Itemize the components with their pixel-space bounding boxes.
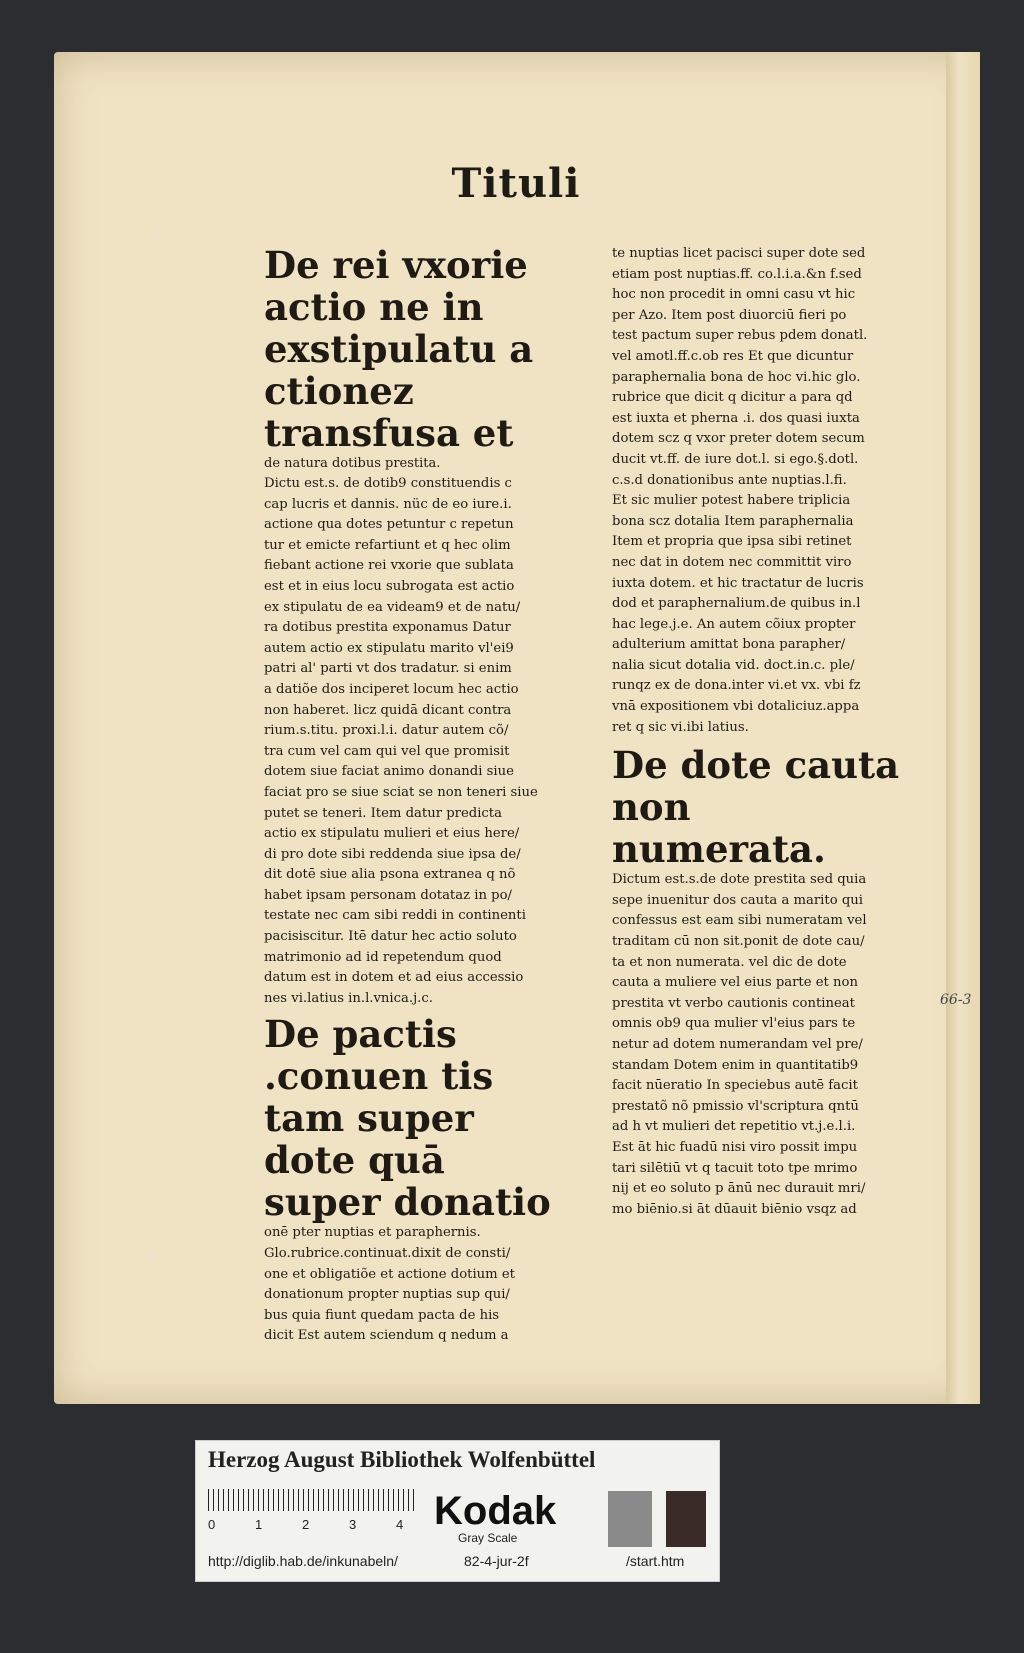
text-line: tari silētiū vt q tacuit toto tpe mrimo [612,1160,858,1176]
text-line: standam Dotem enim in quantitatib9 [612,1057,859,1073]
text-line: omnis ob9 qua mulier vl'eius pars te [612,1016,856,1032]
text-line: cauta a muliere vel eius parte et non [612,975,858,991]
text-line: dicit Est autem sciendum q nedum a [264,1328,509,1344]
text-line: onē pter nuptias et paraphernis. [264,1225,481,1241]
kodak-logo: Kodak [434,1489,557,1533]
text-line: dit dotē siue alia psona extranea q nõ [264,867,516,883]
text-line: tur et emicte refartiunt et q hec olim [264,537,511,553]
right-column [612,244,917,1220]
ruler-number: 1 [255,1517,263,1532]
text-line: vnā expositionem vbi dotaliciuz.appa [612,699,860,715]
text-line: paraphernalia bona de hoc vi.hic glo. [612,369,861,385]
text-line: nalia sicut dotalia vid. doct.in.c. ple/ [612,657,855,673]
gray-scale-label: Gray Scale [458,1531,518,1545]
section-heading: De rei vxorie actio ne in exstipulatu a ctionez transfusa et [264,243,534,455]
text-line: Glo.rubrice.continuat.dixit de consti/ [264,1246,511,1262]
text-line: ex stipulatu de ea videam9 et de natu/ [264,599,521,615]
text-line: ta et non numerata. vel dic de dote [612,954,847,970]
ruler-number: 4 [396,1517,404,1532]
text-line: per Azo. Item post diuorciū fieri po [612,307,847,323]
text-line: etiam post nuptias.ff. co.l.i.a.&n f.sed [612,266,862,282]
section-subheading: de natura dotibus prestita. [264,456,441,471]
text-line: cap lucris et dannis. nüc de eo iure.i. [264,496,512,512]
text-line: di pro dote sibi reddenda siue ipsa de/ [264,846,521,862]
text-line: dod et paraphernalium.de quibus in.l [612,596,861,612]
text-line: adulterium amittat bona parapher/ [612,637,846,653]
text-line: non haberet. licz quidā dicant contra [264,702,512,718]
text-line: donationum propter nuptias sup qui/ [264,1287,510,1303]
text-line: Et sic mulier potest habere triplicia [612,493,851,509]
text-line: sepe inuenitur dos cauta a marito qui [612,892,863,908]
text-line: rubrice que dicit q dicitur a para qd [612,390,853,406]
text-line: hoc non procedit in omni casu vt hic [612,287,856,303]
text-line: c.s.d donationibus ante nuptias.l.fi. [612,472,847,488]
url-suffix: /start.htm [626,1553,685,1569]
text-line: testate nec cam sibi reddi in continenti [264,908,526,924]
text-line: fiebant actione rei vxorie que sublata [264,558,514,574]
text-line: ad h vt mulieri det repetitio vt.j.e.l.i. [612,1119,856,1135]
gray-patch [608,1491,652,1547]
shelfmark-text: 82-4-jur-2f [464,1553,529,1569]
text-line: rium.s.titu. proxi.l.i. datur autem cõ/ [264,723,509,739]
text-line: matrimonio ad id repetendum quod [264,949,502,965]
text-line: iuxta dotem. et hic tractatur de lucris [612,575,864,591]
text-line: actio ex stipulatu mulieri et eius here/ [264,826,520,842]
text-line: est et in eius locu subrogata est actio [264,578,515,594]
text-line: actione qua dotes petuntur c repetun [264,517,514,533]
text-line: nes vi.latius in.l.vnica.j.c. [264,990,433,1006]
page-header: Tituli [451,160,581,207]
text-line: dotem siue faciat animo donandi siue [264,764,514,780]
text-line: habet ipsam personam dotataz in po/ [264,887,512,903]
text-line: vel amotl.ff.c.ob res Et que dicuntur [612,348,854,364]
text-line: Dictu est.s. de dotib9 constituendis c [264,476,512,491]
text-line: bona scz dotalia Item paraphernalia [612,513,854,529]
text-line: test pactum super rebus pdem donatl. [612,328,868,344]
text-line: te nuptias licet pacisci super dote sed [612,246,866,261]
dust-dot [150,1252,155,1257]
text-line: patri al' parti vt dos tradatur. si enim [264,661,512,677]
text-line: ducit vt.ff. de iure dot.l. si ego.§.dotl. [612,451,859,467]
margin-note: 66-3 [940,992,972,1008]
text-line: pacisiscitur. Itē datur hec actio soluto [264,929,517,945]
ruler [208,1489,418,1511]
url-text: http://diglib.hab.de/inkunabeln/ [208,1553,398,1569]
left-column [264,244,569,1347]
left-text-block-2 [264,1223,569,1347]
text-line: netur ad dotem numerandam vel pre/ [612,1037,863,1052]
text-line: Est āt hic fuadū nisi viro possit impu [612,1139,858,1155]
text-line: mo biēnio.si āt dūauit biēnio vsqz ad [612,1201,857,1217]
text-line: faciat pro se siue sciat se non teneri siue [264,784,538,800]
section-heading-3: De dote cauta non numerata. [612,743,900,872]
text-line: prestita vt verbo cautionis contineat [612,995,855,1011]
ruler-number: 2 [302,1517,310,1532]
right-text-block-2 [612,870,917,1220]
dust-dot [152,232,157,237]
text-line: ra dotibus prestita exponamus Datur [264,620,511,636]
text-line: nij et eo soluto p ānū nec durauit mri/ [612,1181,866,1197]
ruler-numbers [208,1517,418,1535]
text-line: putet se teneri. Item datur predicta [264,805,502,821]
text-line: Dictum est.s.de dote prestita sed quia [612,872,867,888]
text-line: Item et propria que ipsa sibi retinet [612,534,852,550]
text-line: ret q sic vi.ibi latius. [612,719,749,735]
text-line: est iuxta et pherna .i. dos quasi iuxta [612,410,860,426]
text-line: datum est in dotem et ad eius accessio [264,970,524,986]
library-name: Herzog August Bibliothek Wolfenbüttel [208,1447,596,1472]
text-line: traditam cū non sit.ponit de dote cau/ [612,934,865,950]
text-line: tra cum vel cam qui vel que promisit [264,743,510,759]
ruler-number: 3 [349,1517,357,1532]
text-line: prestatõ nõ pmissio vl'scriptura qntū [612,1098,859,1114]
ruler-number: 0 [208,1517,216,1532]
text-line: one et obligatiõe et actione dotium et [264,1266,515,1282]
text-line: confessus est eam sibi numeratam vel [612,913,867,929]
text-line: a datiõe dos inciperet locum hec actio [264,681,519,697]
left-text-block [264,474,569,1009]
color-scale-card [195,1440,720,1582]
text-line: facit nūeratio In speciebus autē facit [612,1078,858,1094]
section-heading-2: De pactis .conuen tis tam super dote quā super donatio [264,1012,551,1225]
book-page [54,52,978,1404]
text-line: runqz ex de dona.inter vi.et vx. vbi fz [612,678,861,694]
right-text-block [612,244,917,738]
text-line: hac lege.j.e. An autem cõiux propter [612,616,856,632]
text-line: bus quia fiunt quedam pacta de his [264,1307,500,1323]
dark-patch [666,1491,706,1547]
text-line: autem actio ex stipulatu marito vl'ei9 [264,640,514,656]
text-line: nec dat in dotem nec committit viro [612,554,852,570]
page-edge [946,52,980,1404]
text-line: dotem scz q vxor preter dotem secum [612,431,865,447]
